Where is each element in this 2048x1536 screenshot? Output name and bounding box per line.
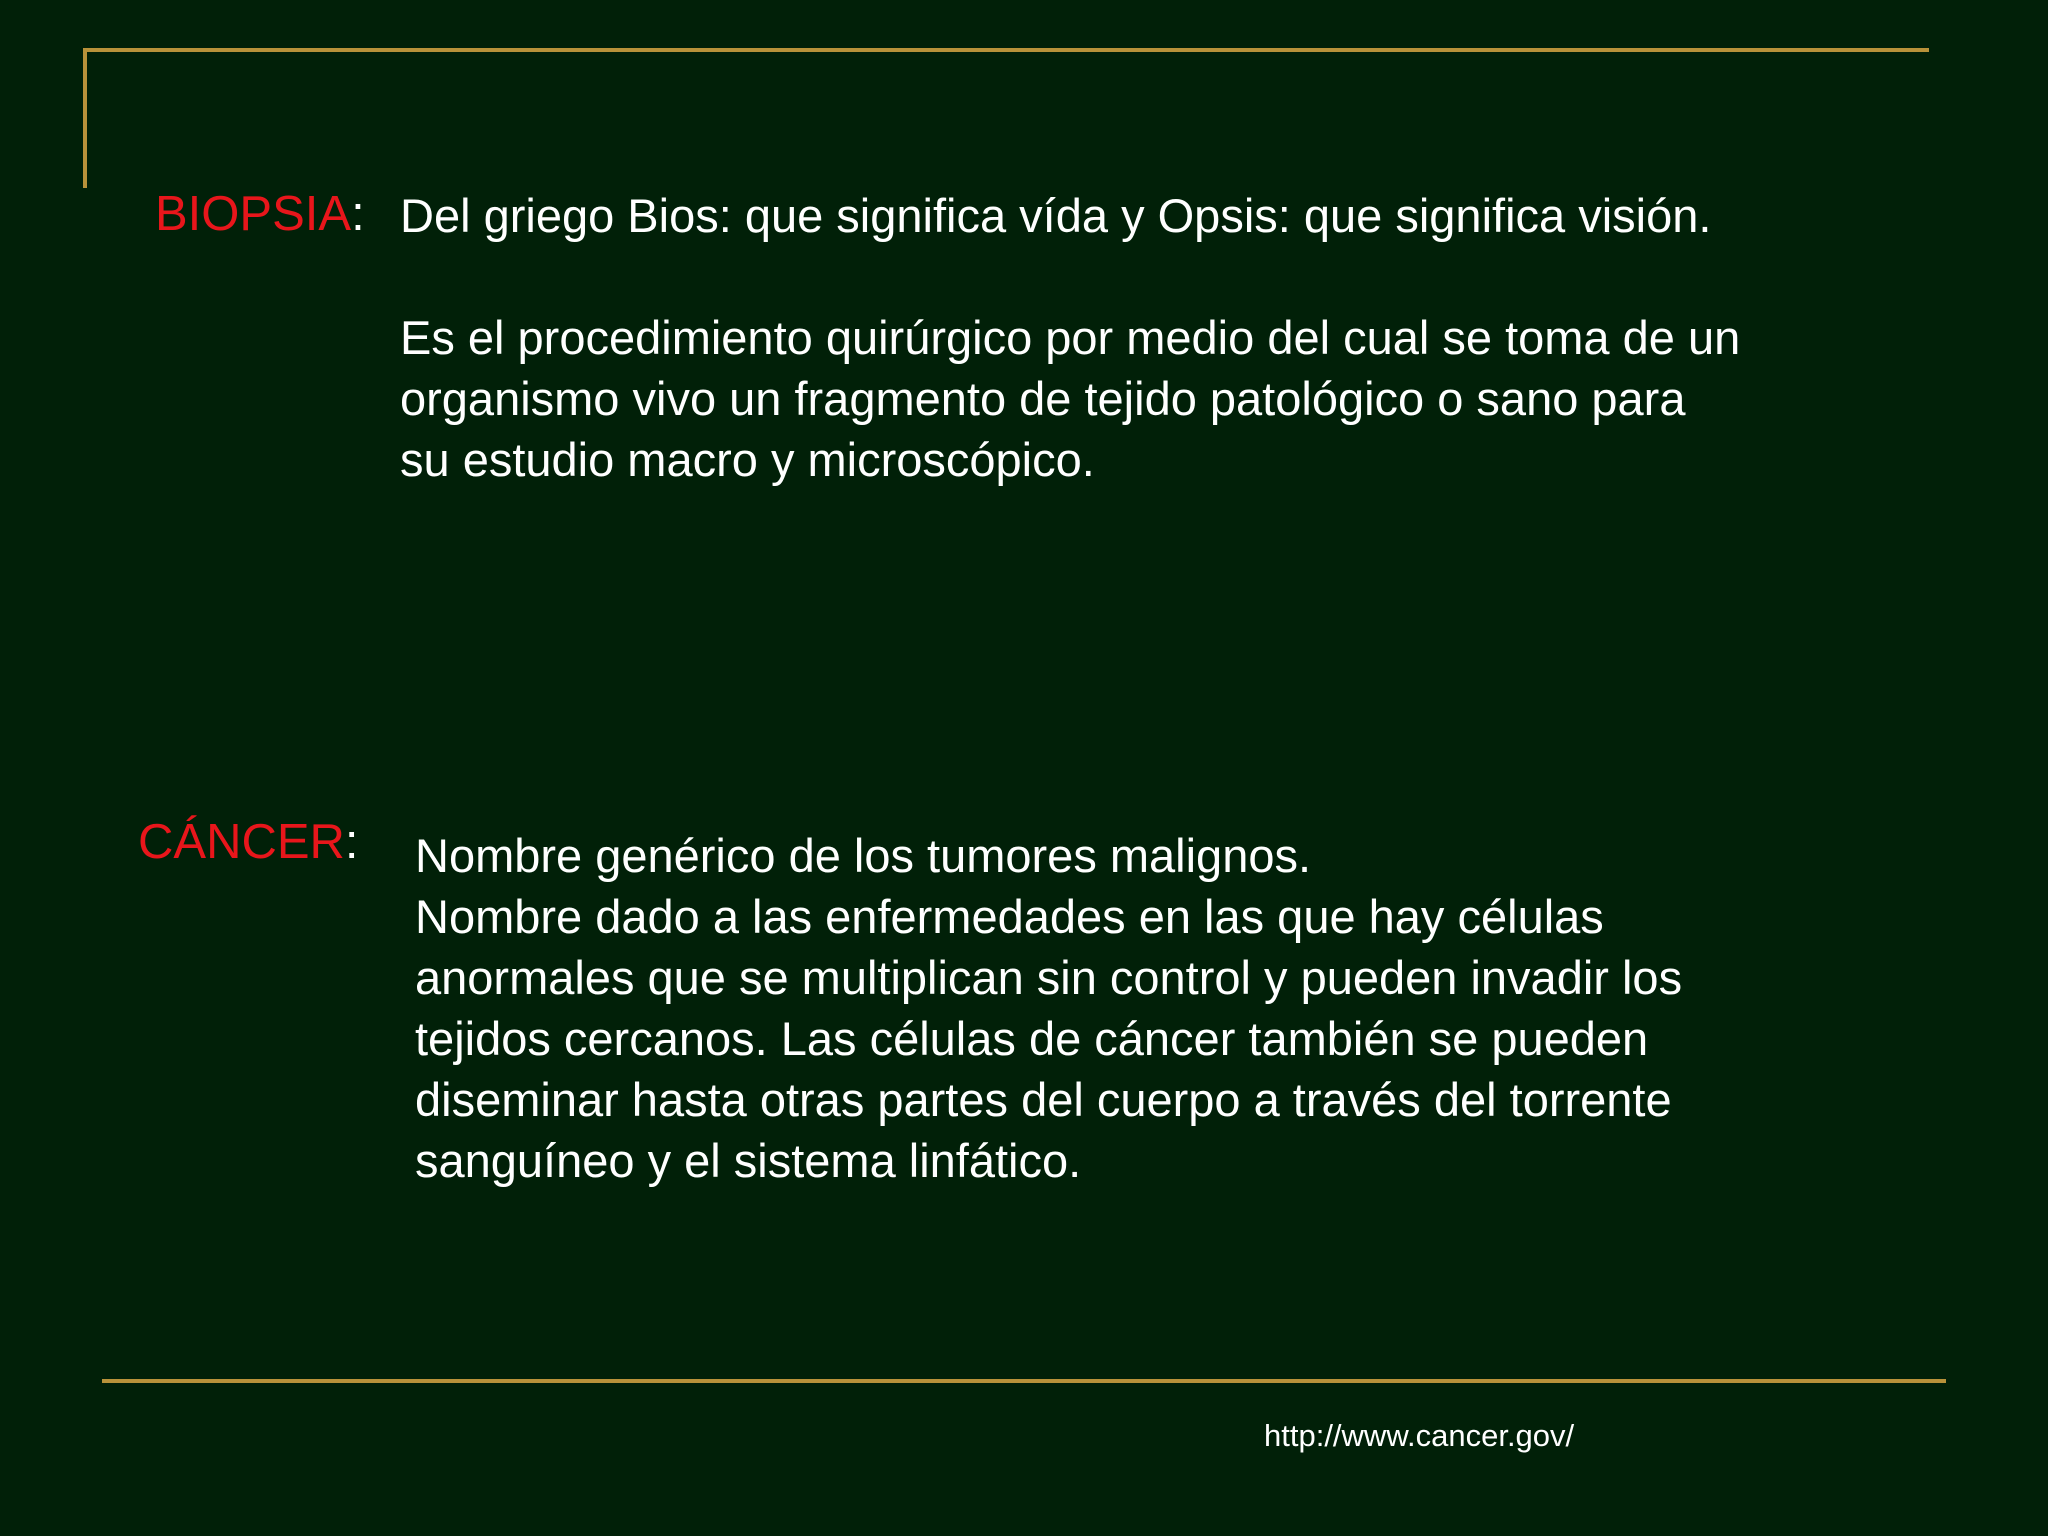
source-link[interactable]: http://www.cancer.gov/: [1264, 1418, 1575, 1453]
term-separator: :: [344, 815, 359, 869]
definition-biopsia: [400, 185, 1740, 490]
term-label: CÁNCER: [138, 815, 345, 869]
term-separator: :: [351, 187, 365, 241]
definition-line: Nombre genérico de los tumores malignos.: [415, 829, 1312, 882]
definition-line: organismo vivo un fragmento de tejido patológico o sano para: [400, 372, 1686, 425]
definition-line: tejidos cercanos. Las células de cáncer también se pueden: [415, 1012, 1649, 1065]
term-label: BIOPSIA: [155, 187, 352, 241]
bottom-border-line: [102, 1379, 1946, 1383]
left-border-line: [83, 48, 87, 188]
definition-line: Es el procedimiento quirúrgico por medio del cual se toma de un: [400, 311, 1741, 364]
term-cancer: [138, 815, 359, 869]
definition-blank-line: [400, 246, 1740, 307]
definition-line: sanguíneo y el sistema linfático.: [415, 1134, 1082, 1187]
term-biopsia: [155, 187, 365, 241]
definition-line: su estudio macro y microscópico.: [400, 433, 1095, 486]
definition-line: diseminar hasta otras partes del cuerpo a través del torrente: [415, 1073, 1672, 1126]
definition-line: Nombre dado a las enfermedades en las que hay células: [415, 890, 1604, 943]
definition-cancer: [415, 825, 1682, 1191]
definition-line: anormales que se multiplican sin control y pueden invadir los: [415, 951, 1683, 1004]
top-border-line: [83, 48, 1929, 52]
definition-line: Del griego Bios: que significa vída y Opsis: que significa visión.: [400, 189, 1712, 242]
